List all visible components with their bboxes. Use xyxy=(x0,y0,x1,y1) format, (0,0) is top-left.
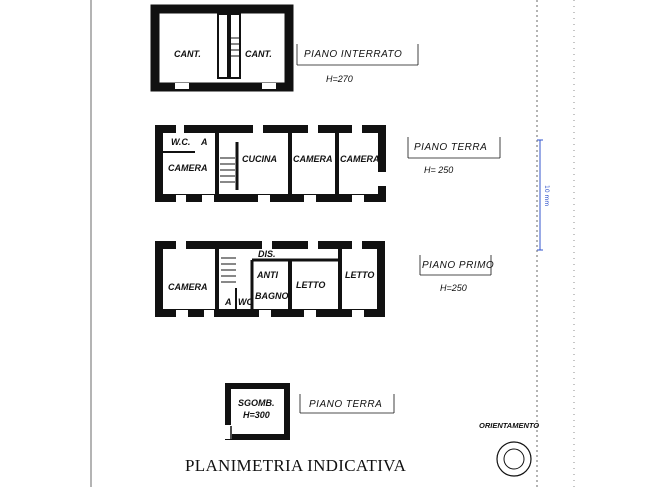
floor-plan-primo xyxy=(159,241,381,317)
level-label: PIANO TERRA xyxy=(309,399,383,410)
level-tag-interrato xyxy=(297,44,418,84)
drawing-title: PLANIMETRIA INDICATIVA xyxy=(185,456,407,475)
room-label: CUCINA xyxy=(242,154,277,164)
height-label: H=270 xyxy=(326,74,353,84)
room-label: A xyxy=(225,297,232,307)
height-label: H= 250 xyxy=(424,165,454,175)
orientation-compass xyxy=(479,421,539,476)
room-label: WC xyxy=(238,297,253,307)
scale-bar xyxy=(537,140,550,250)
room-label: BAGNO xyxy=(255,291,289,301)
room-label: CANT. xyxy=(174,49,201,59)
level-label: PIANO TERRA xyxy=(414,142,488,153)
floor-plan-terra xyxy=(159,125,386,202)
level-tag-sgombero xyxy=(300,394,394,413)
room-label: SGOMB. xyxy=(238,398,275,408)
floor-plan-sgombero xyxy=(222,386,287,440)
scale-label: 10 mm xyxy=(543,185,550,207)
level-label: PIANO PRIMO xyxy=(422,260,495,271)
room-label: A xyxy=(201,137,208,147)
room-label: ANTI xyxy=(257,270,278,280)
level-tag-primo xyxy=(420,255,494,293)
height-label: H=250 xyxy=(440,283,467,293)
room-label: LETTO xyxy=(345,270,375,280)
level-tag-terra xyxy=(408,137,500,175)
room-label: LETTO xyxy=(296,280,326,290)
room-label: CAMERA xyxy=(340,154,380,164)
room-label: H=300 xyxy=(243,410,270,420)
floor-plan-interrato xyxy=(155,9,289,89)
room-label: CANT. xyxy=(245,49,272,59)
room-label: CAMERA xyxy=(168,282,208,292)
level-label: PIANO INTERRATO xyxy=(304,49,403,60)
room-label: CAMERA xyxy=(168,163,208,173)
room-label: W.C. xyxy=(171,137,191,147)
room-label: DIS. xyxy=(258,249,276,259)
orientation-label: ORIENTAMENTO xyxy=(479,421,540,430)
room-label: CAMERA xyxy=(293,154,333,164)
